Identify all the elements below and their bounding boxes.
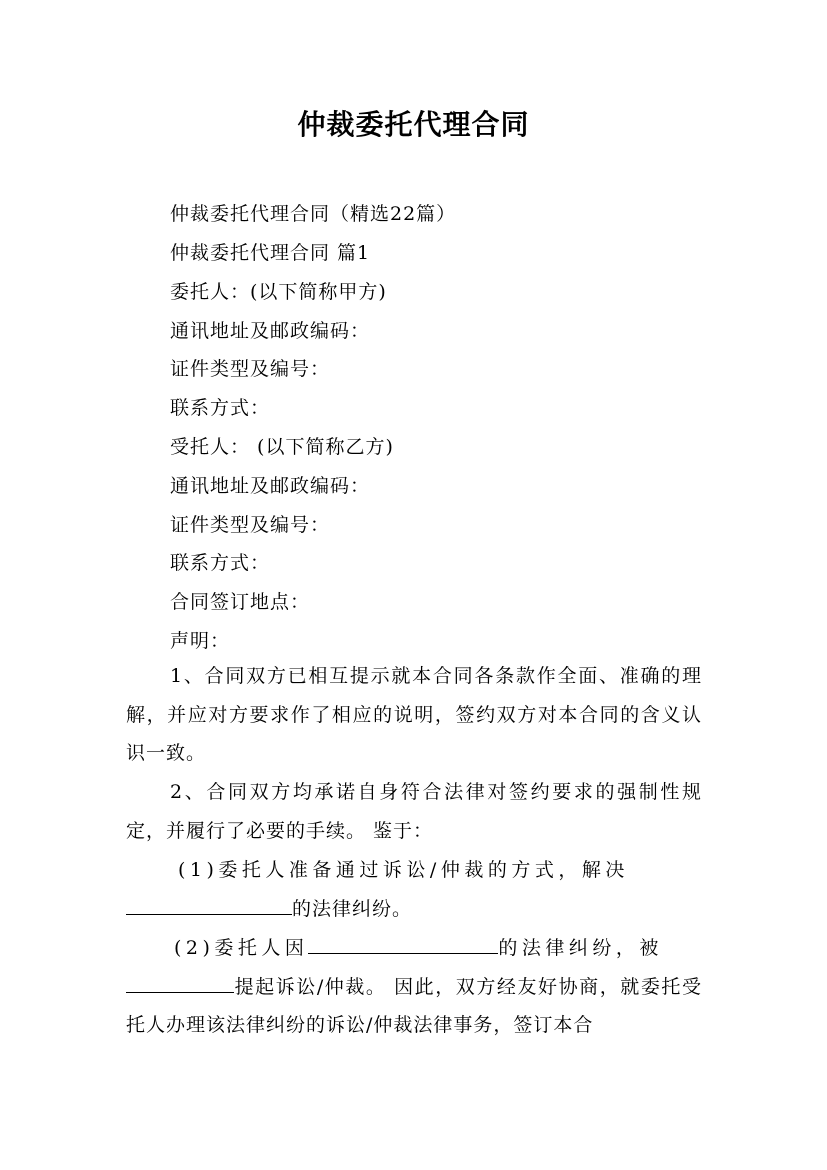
whereas-2-tail: 提起诉讼/仲裁。 因此，双方经友好协商，就委托受托人办理该法律纠纷的诉讼/仲裁法律事务，签订本合 <box>126 975 702 1036</box>
whereas-1-text: (1)委托人准备通过诉讼/仲裁的方式，解决 <box>178 859 629 881</box>
blank-field <box>126 974 234 993</box>
subtitle-line: 仲裁委托代理合同（精选22篇） <box>170 203 457 225</box>
section-heading: 仲裁委托代理合同 篇1 <box>170 242 371 264</box>
agent-line: 受托人： (以下简称乙方) <box>170 436 394 458</box>
declaration-paragraph-2: 2、合同双方均承诺自身符合法律对签约要求的强制性规定，并履行了必要的手续。 鉴于： <box>126 781 702 842</box>
signing-place-line: 合同签订地点： <box>170 591 311 613</box>
principal-address-line: 通讯地址及邮政编码： <box>170 320 371 342</box>
principal-contact-line: 联系方式： <box>170 397 271 419</box>
whereas-paragraph-2 <box>126 929 702 1045</box>
principal-line: 委托人：(以下简称甲方) <box>170 281 387 303</box>
whereas-paragraph-1 <box>126 851 702 928</box>
declaration-paragraph-1: 1、合同双方已相互提示就本合同各条款作全面、准确的理解，并应对方要求作了相应的说明，签约双方对本合同的含义认识一致。 <box>126 665 702 764</box>
agent-contact-line: 联系方式： <box>170 552 271 574</box>
principal-id-line: 证件类型及编号： <box>170 358 331 380</box>
document-title: 仲裁委托代理合同 <box>297 108 530 141</box>
blank-field <box>126 896 292 915</box>
whereas-2-mid: 的法律纠纷，被 <box>498 937 663 959</box>
whereas-2-text: (2)委托人因 <box>174 937 309 959</box>
declaration-heading: 声明： <box>170 630 231 652</box>
blank-field <box>308 935 498 954</box>
agent-id-line: 证件类型及编号： <box>170 514 331 536</box>
whereas-1-tail: 的法律纠纷。 <box>292 897 413 920</box>
agent-address-line: 通讯地址及邮政编码： <box>170 475 371 497</box>
